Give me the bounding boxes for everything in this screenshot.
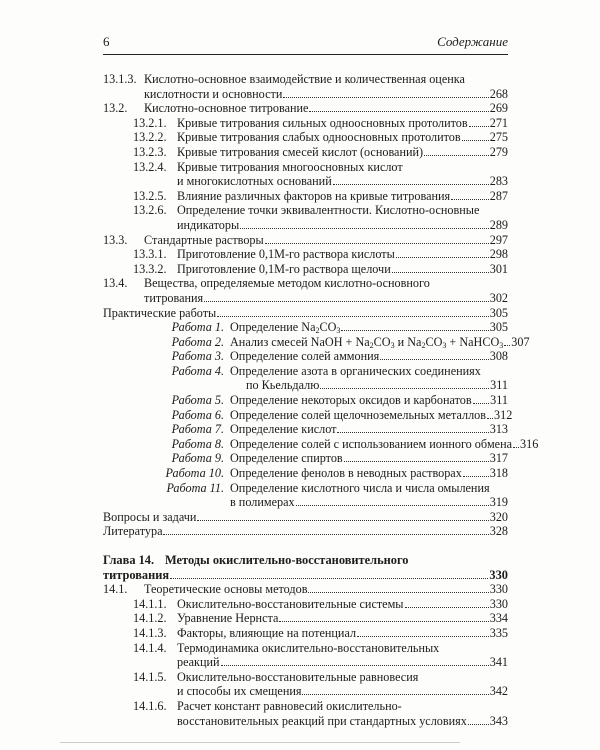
dot-leader <box>283 97 488 98</box>
toc-entry-13-3-2[interactable] <box>103 262 508 277</box>
page-edge-rule <box>60 742 460 743</box>
entry-title-line-1: Определение точки эквивалентности. Кислотно-основные <box>177 203 480 218</box>
dot-leader <box>380 359 488 360</box>
toc-entry-13-2[interactable] <box>103 101 508 116</box>
entry-title: Стандартные растворы <box>144 232 264 247</box>
entry-number: 13.2. <box>103 101 128 116</box>
toc-entry-13-2-3[interactable] <box>103 145 508 160</box>
entry-page: 342 <box>489 684 508 699</box>
entry-title-line-2: индикаторы <box>177 217 240 232</box>
toc-entry-13-2-1[interactable] <box>103 116 508 131</box>
entry-title: Приготовление 0,1М-го раствора кислоты <box>177 247 395 262</box>
entry-page: 279 <box>489 144 508 159</box>
dot-leader <box>468 724 489 725</box>
entry-number: 13.4. <box>103 276 128 291</box>
toc-entry-literature[interactable] <box>103 524 508 539</box>
entry-page: 341 <box>489 655 508 670</box>
entry-page: 297 <box>489 232 508 247</box>
entry-title-line-2: по Кьельдалю <box>246 378 320 393</box>
dot-leader <box>463 476 489 477</box>
toc-entry-work-11[interactable] <box>103 481 508 510</box>
dot-leader <box>337 432 488 433</box>
toc-entry-14-1-6[interactable] <box>103 699 508 728</box>
entry-page: 318 <box>489 466 508 481</box>
entry-number: Работа 5. <box>171 393 224 408</box>
entry-page: 305 <box>489 305 508 320</box>
entry-number: 13.2.2. <box>133 130 167 145</box>
dot-leader <box>473 403 490 404</box>
toc-entry-13-2-4[interactable] <box>103 160 508 189</box>
toc-entry-14-1-2[interactable] <box>103 611 508 626</box>
toc-entry-work-6[interactable] <box>103 407 513 423</box>
running-header-title: Содержание <box>437 34 508 49</box>
dot-leader <box>344 461 489 462</box>
entry-title: Уравнение Нернста <box>177 611 279 626</box>
entry-page: 343 <box>489 713 508 728</box>
entry-number: 14.1.1. <box>133 596 167 611</box>
entry-page: 311 <box>490 378 508 393</box>
entry-title: Влияние различных факторов на кривые титрования <box>177 188 451 203</box>
dot-leader <box>405 607 489 608</box>
entry-title: Определение $Na_2CO_3$ <box>230 320 341 336</box>
dot-leader <box>462 140 489 141</box>
entry-number: 14.1.6. <box>133 698 167 713</box>
entry-title-line-2: в полимерах <box>230 495 295 510</box>
entry-page: 317 <box>489 451 508 466</box>
chapter-title-line-1: Методы окислительно-восстановительного <box>165 553 409 567</box>
entry-page: 268 <box>489 86 508 101</box>
entry-page: 307 <box>511 334 530 349</box>
entry-title-line-1: Определение азота в органических соединениях <box>230 363 481 378</box>
dot-leader <box>302 694 488 695</box>
toc-entry-work-2[interactable] <box>103 334 530 350</box>
entry-title-line-2: и многокислотных оснований <box>177 174 332 189</box>
dot-leader <box>204 301 489 302</box>
entry-title: Факторы, влияющие на потенциал <box>177 625 357 640</box>
toc-entry-work-4[interactable] <box>103 364 508 393</box>
entry-number: 14.1.4. <box>133 640 167 655</box>
chapter-page: 330 <box>489 567 508 582</box>
entry-number: Работа 7. <box>171 422 224 437</box>
entry-number: 13.2.6. <box>133 203 167 218</box>
entry-page: 312 <box>494 407 513 422</box>
entry-number: 13.2.4. <box>133 159 167 174</box>
entry-title: Вопросы и задачи <box>103 509 197 524</box>
dot-leader <box>279 621 488 622</box>
entry-page: 271 <box>489 115 508 130</box>
dot-leader <box>333 184 489 185</box>
dot-leader <box>424 155 489 156</box>
entry-page: 319 <box>489 495 508 510</box>
entry-title-line-1: Окислительно-восстановительные равновесия <box>177 669 419 684</box>
entry-number: 14.1.3. <box>133 625 167 640</box>
dot-leader <box>392 272 489 273</box>
toc-entry-14-1-3[interactable] <box>103 626 508 641</box>
entry-title-line-1: Термодинамика окислительно-восстановительных <box>177 640 440 655</box>
dot-leader <box>240 228 489 229</box>
entry-page: 287 <box>489 188 508 203</box>
toc-entry-work-5[interactable] <box>103 393 508 408</box>
toc-entry-13-1-3[interactable] <box>103 72 508 101</box>
entry-title: Анализ смесей NaOH + $Na_2CO_3$ и $Na_2CO_3$ + NaHCO$_3$ <box>230 334 504 350</box>
entry-number: Работа 2. <box>171 334 224 349</box>
entry-page: 298 <box>489 247 508 262</box>
header-rule <box>103 54 508 55</box>
entry-title: Определение солей аммония <box>230 349 380 364</box>
dot-leader <box>396 257 489 258</box>
dot-leader <box>265 243 489 244</box>
toc-entry-13-2-5[interactable] <box>103 189 508 204</box>
entry-title: Определение спиртов <box>230 451 343 466</box>
dot-leader <box>163 534 488 535</box>
entry-title: Определение кислот <box>230 422 337 437</box>
entry-title-line-2: кислотности и основности <box>144 86 283 101</box>
entry-title-line-1: Вещества, определяемые методом кислотно-основного <box>144 276 430 291</box>
entry-title-line-1: Кривые титрования многоосновных кислот <box>177 159 403 174</box>
toc-entry-13-4[interactable] <box>103 276 508 305</box>
entry-number: Работа 11. <box>166 480 224 495</box>
dot-leader <box>308 592 488 593</box>
entry-page: 328 <box>489 524 508 539</box>
entry-number: 13.1.3. <box>103 72 137 86</box>
entry-title-line-2: и способы их смещения <box>177 684 302 699</box>
entry-title-line-2: титрования <box>144 290 204 305</box>
toc-entry-work-7[interactable] <box>103 422 508 437</box>
entry-page: 313 <box>489 422 508 437</box>
dot-leader <box>504 345 510 346</box>
dot-leader <box>320 388 489 389</box>
entry-number: 13.3. <box>103 232 128 247</box>
toc-chapter-14[interactable] <box>103 553 508 582</box>
dot-leader <box>197 520 488 521</box>
entry-page: 334 <box>489 611 508 626</box>
toc-entry-work-3[interactable] <box>103 349 508 364</box>
page-number: 6 <box>103 34 110 49</box>
entry-number: 13.2.3. <box>133 144 167 159</box>
entry-page: 302 <box>489 290 508 305</box>
toc-entry-work-8[interactable] <box>103 436 539 452</box>
toc-entry-work-9[interactable] <box>103 451 508 466</box>
entry-number: 14.1. <box>103 582 128 597</box>
entry-title: Теоретические основы методов <box>144 582 308 597</box>
toc-entry-14-1-1[interactable] <box>103 597 508 612</box>
toc-entry-work-10[interactable] <box>103 466 508 481</box>
toc-entry-practical-works[interactable] <box>103 306 508 321</box>
entry-title: Определение солей с использованием ионного обмена <box>230 436 513 451</box>
toc-entry-13-2-2[interactable] <box>103 130 508 145</box>
dot-leader <box>309 111 488 112</box>
entry-title: Кривые титрования смесей кислот (оснований) <box>177 144 424 159</box>
entry-title-line-1: Кислотно-основное взаимодействие и количественная оценка <box>144 72 465 86</box>
chapter-title-line-2: титрования <box>103 567 170 582</box>
entry-title: Определение солей щелочноземельных металлов <box>230 407 487 422</box>
chapter-label: Глава 14. <box>103 553 155 567</box>
entry-page: 308 <box>489 349 508 364</box>
entry-number: Работа 1. <box>171 320 224 335</box>
entry-page: 311 <box>490 393 508 408</box>
dot-leader <box>451 199 489 200</box>
entry-number: Работа 3. <box>171 349 224 364</box>
entry-title: Окислительно-восстановительные системы <box>177 596 404 611</box>
dot-leader <box>296 505 489 506</box>
toc-entry-14-1[interactable] <box>103 582 508 597</box>
dot-leader <box>170 578 488 579</box>
entry-page: 316 <box>520 436 539 451</box>
table-of-contents <box>103 72 539 728</box>
entry-number: Работа 6. <box>171 407 224 422</box>
chapter-spacer <box>103 539 508 553</box>
entry-title-line-1: Расчет констант равновесий окислительно- <box>177 698 402 713</box>
dot-leader <box>513 447 519 448</box>
entry-title: Приготовление 0,1М-го раствора щелочи <box>177 261 391 276</box>
dot-leader <box>221 665 489 666</box>
entry-title: Кривые титрования сильных одноосновных протолитов <box>177 115 468 130</box>
toc-entry-13-3-1[interactable] <box>103 247 508 262</box>
entry-page: 305 <box>489 320 508 335</box>
entry-page: 320 <box>489 509 508 524</box>
toc-entry-questions[interactable] <box>103 510 508 525</box>
dot-leader <box>341 330 488 331</box>
entry-page: 275 <box>489 130 508 145</box>
entry-title: Определение некоторых оксидов и карбонатов <box>230 393 472 408</box>
entry-number: 13.2.1. <box>133 115 167 130</box>
dot-leader <box>357 636 489 637</box>
entry-title: Литература <box>103 524 163 539</box>
entry-page: 330 <box>489 596 508 611</box>
entry-page: 269 <box>489 101 508 116</box>
toc-entry-14-1-4[interactable] <box>103 641 508 670</box>
entry-title-line-2: восстановительных реакций при стандартных условиях <box>177 713 467 728</box>
entry-number: 13.2.5. <box>133 188 167 203</box>
entry-number: Работа 4. <box>171 363 224 378</box>
entry-page: 289 <box>489 217 508 232</box>
entry-number: 14.1.2. <box>133 611 167 626</box>
entry-page: 335 <box>489 625 508 640</box>
entry-title: Кривые титрования слабых одноосновных протолитов <box>177 130 461 145</box>
entry-number: 13.3.1. <box>133 247 167 262</box>
entry-title: Практические работы <box>103 305 217 320</box>
entry-number: Работа 8. <box>171 436 224 451</box>
entry-number: Работа 9. <box>171 451 224 466</box>
entry-number: 13.3.2. <box>133 261 167 276</box>
toc-entry-13-3[interactable] <box>103 233 508 248</box>
dot-leader <box>487 418 493 419</box>
entry-page: 330 <box>489 582 508 597</box>
entry-page: 301 <box>489 261 508 276</box>
toc-entry-work-1[interactable] <box>103 320 508 335</box>
entry-title: Определение фенолов в неводных растворах <box>230 466 462 481</box>
entry-number: Работа 10. <box>165 466 224 481</box>
entry-title-line-2: реакций <box>177 655 220 670</box>
entry-number: 14.1.5. <box>133 669 167 684</box>
dot-leader <box>217 316 489 317</box>
entry-title-line-1: Определение кислотного числа и числа омыления <box>230 480 490 495</box>
entry-title: Кислотно-основное титрование <box>144 101 309 116</box>
toc-entry-14-1-5[interactable] <box>103 670 508 699</box>
toc-entry-13-2-6[interactable] <box>103 203 508 232</box>
dot-leader <box>469 126 489 127</box>
entry-page: 283 <box>489 174 508 189</box>
